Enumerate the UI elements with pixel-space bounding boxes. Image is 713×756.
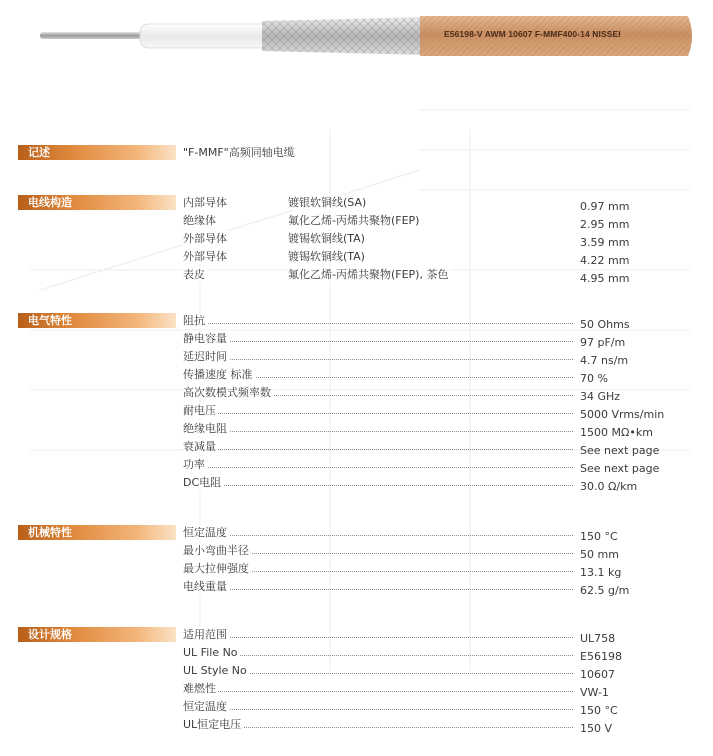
spec-label: 传播速度 标准 (183, 368, 253, 381)
dotted-leader (183, 341, 573, 342)
spec-value: 30.0 Ω/km (580, 480, 638, 493)
spec-label: 适用范围 (183, 628, 227, 641)
spec-row (183, 213, 683, 231)
spec-label: 内部导体 (183, 196, 227, 209)
dotted-leader (183, 359, 573, 360)
spec-row (183, 663, 683, 681)
spec-label: UL File No (183, 646, 238, 659)
spec-row (183, 475, 683, 493)
spec-value: 3.59 mm (580, 236, 630, 249)
spec-label: 静电容量 (183, 332, 227, 345)
spec-value: E56198 (580, 650, 622, 663)
spec-row (183, 267, 683, 285)
spec-row (183, 543, 683, 561)
spec-value: See next page (580, 462, 660, 475)
spec-row (183, 367, 683, 385)
cable-print-text: E56198-V AWM 10607 F-MMF400-14 NISSEI (444, 29, 621, 39)
spec-label: UL恒定电压 (183, 718, 242, 731)
spec-label: 绝缘电阻 (183, 422, 227, 435)
spec-label: 表皮 (183, 268, 205, 281)
spec-row (183, 579, 683, 597)
dotted-leader (183, 449, 573, 450)
section-title: 机械特性 (28, 526, 72, 539)
spec-label: 外部导体 (183, 250, 227, 263)
section-header-bar (18, 313, 176, 328)
spec-value: 50 Ohms (580, 318, 630, 331)
spec-label: 绝缘体 (183, 214, 216, 227)
spec-value: 4.95 mm (580, 272, 630, 285)
section-header-bar (18, 145, 176, 160)
spec-label: 高次数模式频率数 (183, 386, 271, 399)
spec-row (183, 249, 683, 267)
dotted-leader (183, 323, 573, 324)
spec-value: 97 pF/m (580, 336, 626, 349)
spec-row (183, 699, 683, 717)
spec-value: 2.95 mm (580, 218, 630, 231)
spec-value: 13.1 kg (580, 566, 622, 579)
spec-value: 150 °C (580, 704, 618, 717)
spec-material: 氟化乙烯-丙烯共聚物(FEP), 茶色 (288, 268, 449, 281)
section-header-bar (18, 195, 176, 210)
spec-label: DC电阻 (183, 476, 222, 489)
spec-material: 镀锡软铜线(TA) (288, 250, 365, 263)
spec-label: 最大拉伸强度 (183, 562, 249, 575)
dotted-leader (183, 655, 573, 656)
spec-row (183, 313, 683, 331)
spec-label: 难燃性 (183, 682, 216, 695)
spec-row (183, 717, 683, 735)
spec-label: 衰减量 (183, 440, 216, 453)
spec-value: 70 % (580, 372, 608, 385)
dotted-leader (183, 637, 573, 638)
spec-value: 62.5 g/m (580, 584, 630, 597)
dotted-leader (183, 431, 573, 432)
section-title: 电线构造 (28, 196, 72, 209)
spec-label: 外部导体 (183, 232, 227, 245)
inner-conductor (40, 32, 150, 39)
spec-material: 镀银软铜线(SA) (288, 196, 367, 209)
spec-row (183, 331, 683, 349)
dotted-leader (183, 413, 573, 414)
spec-value: See next page (580, 444, 660, 457)
spec-value: 4.22 mm (580, 254, 630, 267)
spec-value: 150 V (580, 722, 613, 735)
spec-value: 50 mm (580, 548, 619, 561)
spec-row (183, 421, 683, 439)
spec-label: 最小弯曲半径 (183, 544, 249, 557)
spec-label: 恒定温度 (183, 526, 227, 539)
spec-value: 150 °C (580, 530, 618, 543)
dotted-leader (183, 467, 573, 468)
dotted-leader (183, 709, 573, 710)
spec-label: 耐电压 (183, 404, 216, 417)
spec-row (183, 403, 683, 421)
dielectric (140, 24, 275, 48)
spec-row (183, 525, 683, 543)
spec-label: UL Style No (183, 664, 247, 677)
spec-value: UL758 (580, 632, 616, 645)
spec-row (183, 627, 683, 645)
spec-material: 氟化乙烯-丙烯共聚物(FEP) (288, 214, 420, 227)
spec-material: 镀锡软铜线(TA) (288, 232, 365, 245)
overview-text: "F-MMF"高频同轴电缆 (183, 146, 295, 159)
section-title: 记述 (28, 146, 50, 159)
spec-value: 1500 MΩ•km (580, 426, 653, 439)
section-header-bar (18, 525, 176, 540)
spec-value: 10607 (580, 668, 615, 681)
spec-row (183, 681, 683, 699)
spec-label: 功率 (183, 458, 205, 471)
spec-value: VW-1 (580, 686, 609, 699)
section-title: 设计规格 (28, 628, 72, 641)
spec-value: 34 GHz (580, 390, 621, 403)
spec-row (183, 349, 683, 367)
spec-row (183, 231, 683, 249)
spec-label: 延迟时间 (183, 350, 227, 363)
spec-row (183, 457, 683, 475)
spec-value: 4.7 ns/m (580, 354, 629, 367)
spec-value: 0.97 mm (580, 200, 630, 213)
dotted-leader (183, 691, 573, 692)
section-title: 电气特性 (28, 314, 72, 327)
spec-row (183, 561, 683, 579)
spec-row (183, 385, 683, 403)
dotted-leader (183, 589, 573, 590)
spec-value: 5000 Vrms/min (580, 408, 665, 421)
spec-label: 电线重量 (183, 580, 227, 593)
spec-row (183, 439, 683, 457)
section-header-bar (18, 627, 176, 642)
spec-row (183, 195, 683, 213)
spec-row (183, 645, 683, 663)
spec-label: 阻抗 (183, 314, 205, 327)
spec-label: 恒定温度 (183, 700, 227, 713)
dotted-leader (183, 535, 573, 536)
dotted-leader (183, 485, 573, 486)
